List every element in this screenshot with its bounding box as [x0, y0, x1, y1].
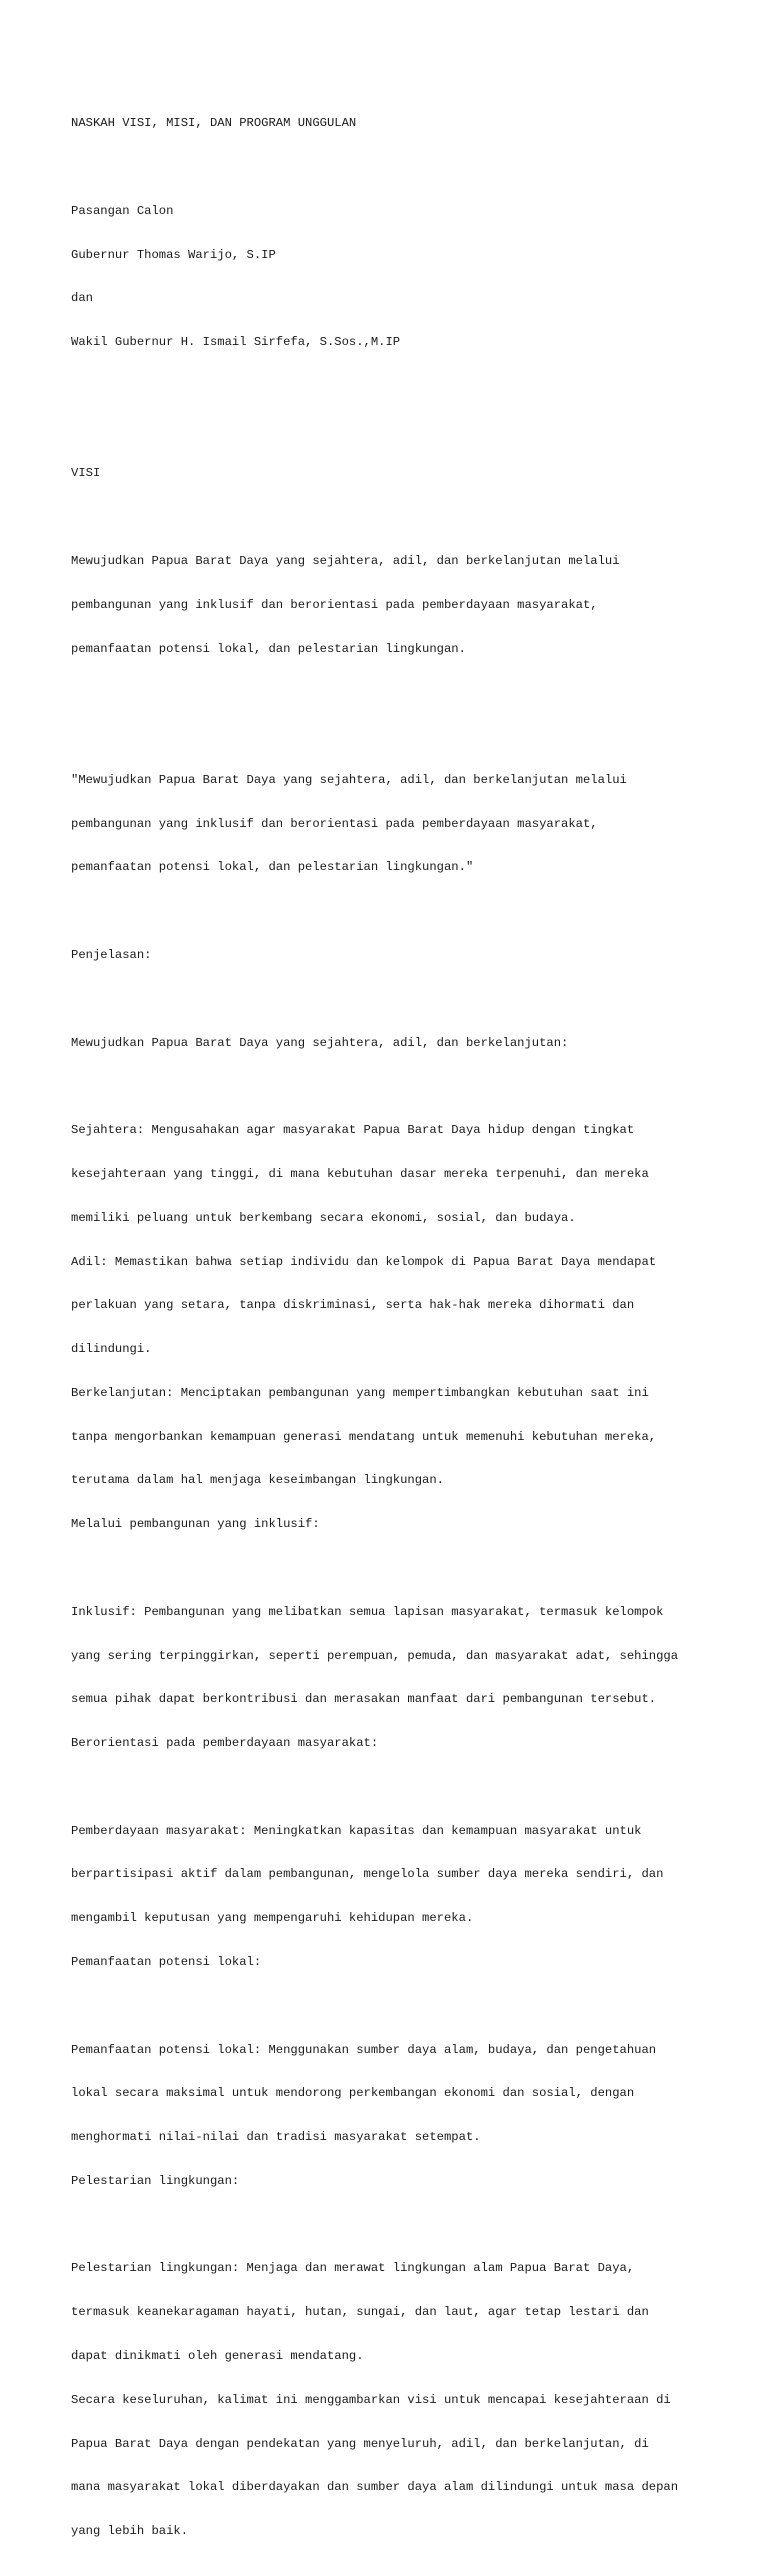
- blank-line: [71, 729, 711, 744]
- blank-line: [71, 2218, 711, 2233]
- visi-text-line: Mewujudkan Papua Barat Daya yang sejahtera, adil, dan berkelanjutan melalui: [71, 554, 620, 568]
- sub5-body-line: mana masyarakat lokal diberdayakan dan sumber daya alam dilindungi untuk masa depan: [71, 2480, 679, 2495]
- sub1-body-line: terutama dalam hal menjaga keseimbangan lingkungan.: [71, 1473, 444, 1488]
- sub5-body-line: Pelestarian lingkungan: Menjaga dan merawat lingkungan alam Papua Barat Daya,: [71, 2261, 635, 2276]
- sub1-body-line: dilindungi.: [71, 1342, 152, 1357]
- sub5-body-line: termasuk keanekaragaman hayati, hutan, sungai, dan laut, agar tetap lestari dan: [71, 2305, 649, 2320]
- blank-line: [71, 1999, 711, 2014]
- sub2-body-line: Inklusif: Pembangunan yang melibatkan semua lapisan masyarakat, termasuk kelompok: [71, 1604, 664, 1619]
- candidate-label: Pasangan Calon: [71, 203, 174, 218]
- sub4-body-line: lokal secara maksimal untuk mendorong perkembangan ekonomi dan sosial, dengan: [71, 2086, 635, 2101]
- sub3-body-line: Pemberdayaan masyarakat: Meningkatkan kapasitas dan kemampuan masyarakat untuk: [71, 1823, 642, 1838]
- sub2-body-line: Berorientasi pada pemberdayaan masyarakat:: [71, 1736, 379, 1751]
- sub2-body-line: yang sering terpinggirkan, seperti perempuan, pemuda, dan masyarakat adat, sehingga: [71, 1648, 679, 1663]
- sub1-body-line: tanpa mengorbankan kemampuan generasi mendatang untuk memenuhi kebutuhan mereka,: [71, 1429, 657, 1444]
- sub1-body-line: Berkelanjutan: Menciptakan pembangunan yang mempertimbangkan kebutuhan saat ini: [71, 1385, 649, 1400]
- sub1-body-line: perlakuan yang setara, tanpa diskriminasi, serta hak-hak mereka dihormati dan: [71, 1298, 635, 1313]
- sub4-body-line: Pemanfaatan potensi lokal: Menggunakan sumber daya alam, budaya, dan pengetahuan: [71, 2042, 657, 2057]
- visi-text-line: pemanfaatan potensi lokal, dan pelestarian lingkungan.: [71, 641, 466, 656]
- sub1-body-line: kesejahteraan yang tinggi, di mana kebutuhan dasar mereka terpenuhi, dan mereka: [71, 1166, 649, 1181]
- blank-line: [71, 904, 711, 919]
- sub1-body-line: Sejahtera: Mengusahakan agar masyarakat Papua Barat Daya hidup dengan tingkat: [71, 1123, 635, 1138]
- sub3-body-line: Pemanfaatan potensi lokal:: [71, 1955, 262, 1969]
- sub5-body-line: Secara keseluruhan, kalimat ini menggambarkan visi untuk mencapai kesejahteraan di: [71, 2392, 671, 2407]
- sub4-body-line: menghormati nilai-nilai dan tradisi masyarakat setempat.: [71, 2130, 481, 2145]
- visi-quote-line: pemanfaatan potensi lokal, dan pelestarian lingkungan.": [71, 860, 474, 875]
- sub3-body-line: berpartisipasi aktif dalam pembangunan, mengelola sumber daya mereka sendiri, dan: [71, 1867, 664, 1882]
- conjunction-text: dan: [71, 291, 93, 306]
- sub1-body-line: Melalui pembangunan yang inklusif:: [71, 1517, 320, 1532]
- blank-line: [71, 1561, 711, 1576]
- blank-line: [71, 685, 711, 700]
- sub1-heading: Mewujudkan Papua Barat Daya yang sejahtera, adil, dan berkelanjutan:: [71, 1035, 569, 1050]
- visi-quote-line: "Mewujudkan Papua Barat Daya yang sejahtera, adil, dan berkelanjutan melalui: [71, 772, 627, 787]
- sub4-body-line: Pelestarian lingkungan:: [71, 2173, 240, 2188]
- sub1-body-line: memiliki peluang untuk berkembang secara ekonomi, sosial, dan budaya.: [71, 1210, 576, 1225]
- governor-name: Gubernur Thomas Warijo, S.IP: [71, 247, 276, 262]
- blank-line: [71, 510, 711, 525]
- document-body: [71, 87, 711, 2568]
- vice-governor-name: Wakil Gubernur H. Ismail Sirfefa, S.Sos.,M.IP: [71, 335, 401, 350]
- visi-text-line: pembangunan yang inklusif dan berorientasi pada pemberdayaan masyarakat,: [71, 597, 598, 612]
- document-title: NASKAH VISI, MISI, DAN PROGRAM UNGGULAN: [71, 116, 357, 131]
- sub2-body-line: semua pihak dapat berkontribusi dan merasakan manfaat dari pembangunan tersebut.: [71, 1692, 657, 1707]
- blank-line: [71, 423, 711, 438]
- blank-line: [71, 160, 711, 175]
- penjelasan-heading: Penjelasan:: [71, 948, 152, 963]
- sub5-body-line: yang lebih baik.: [71, 2524, 189, 2539]
- visi-quote-line: pembangunan yang inklusif dan berorientasi pada pemberdayaan masyarakat,: [71, 816, 598, 831]
- visi-heading: VISI: [71, 466, 101, 481]
- sub3-body-line: mengambil keputusan yang mempengaruhi kehidupan mereka.: [71, 1911, 474, 1926]
- blank-line: [71, 992, 711, 1007]
- blank-line: [71, 1079, 711, 1094]
- sub5-body-line: Papua Barat Daya dengan pendekatan yang menyeluruh, adil, dan berkelanjutan, di: [71, 2436, 649, 2451]
- sub5-body-line: dapat dinikmati oleh generasi mendatang.: [71, 2349, 364, 2364]
- blank-line: [71, 379, 711, 394]
- sub1-body-line: Adil: Memastikan bahwa setiap individu dan kelompok di Papua Barat Daya mendapat: [71, 1254, 657, 1269]
- blank-line: [71, 1780, 711, 1795]
